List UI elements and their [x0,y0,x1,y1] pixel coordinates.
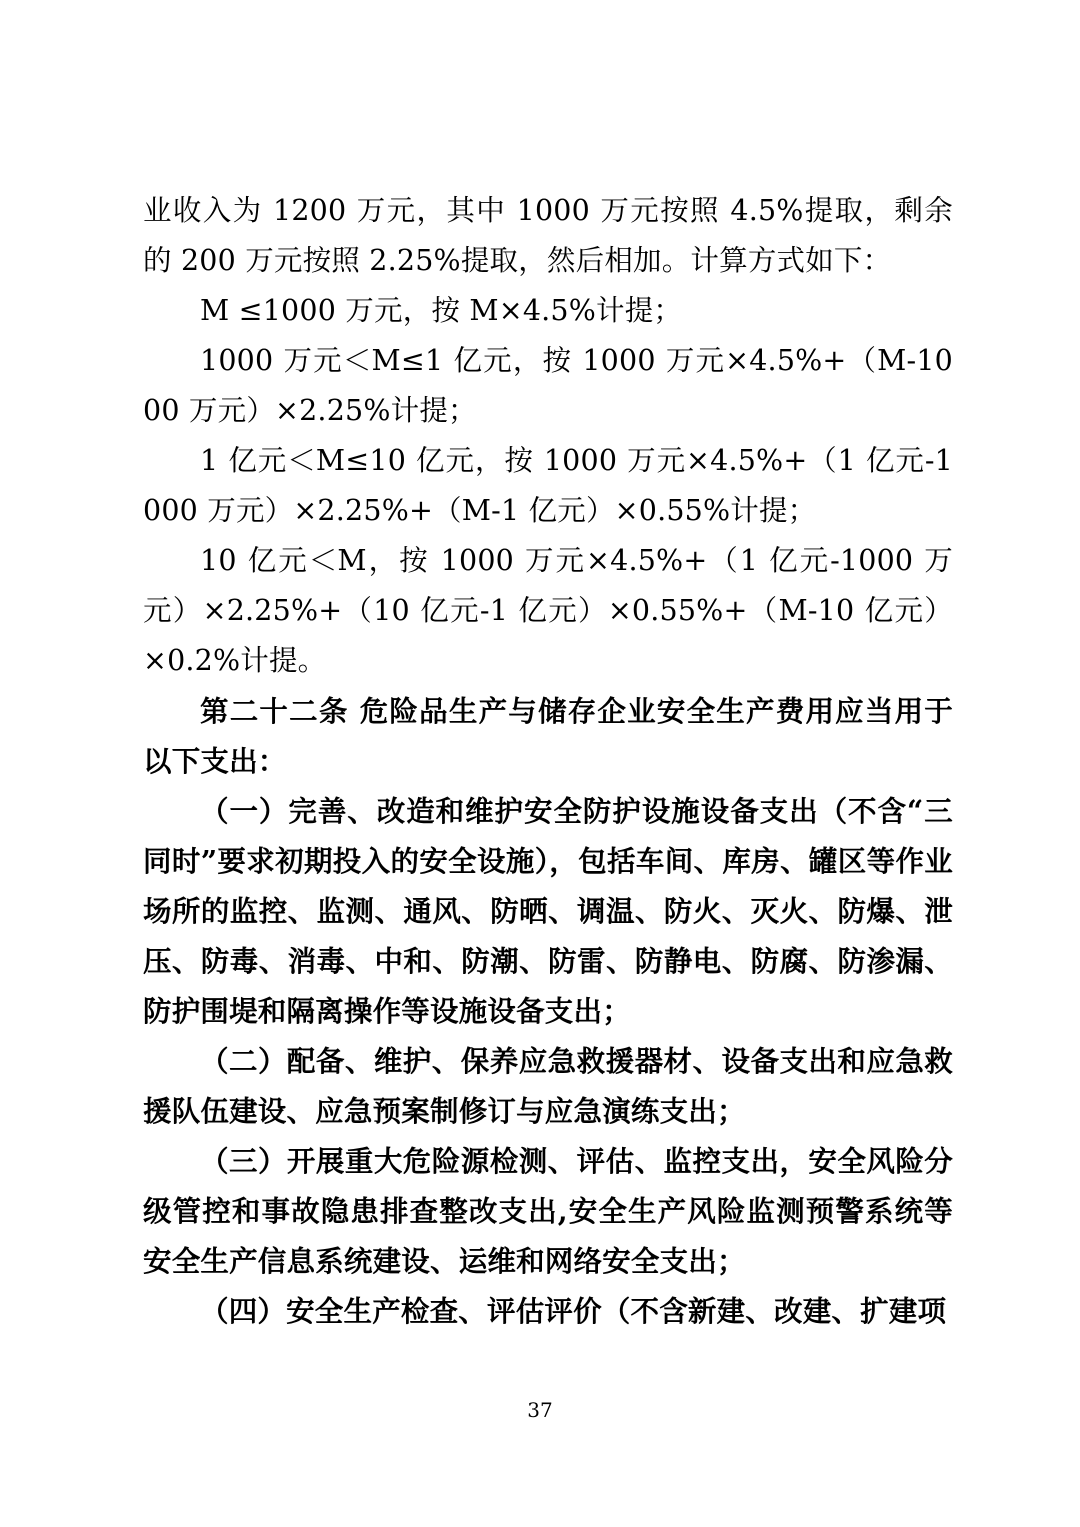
paragraph-item-4: （四）安全生产检查、评估评价（不含新建、改建、扩建项 [200,1294,947,1328]
paragraph-continuation: 业收入为 1200 万元，其中 1000 万元按照 4.5%提取，剩余的 200 万元按照 2.25%提取，然后相加。计算方式如下： [143,194,953,277]
paragraph-formula-4: 10 亿元＜M，按 1000 万元×4.5%+（1 亿元-1000 万元）×2.25%+（10 亿元-1 亿元）×0.55%+（M-10 亿元）×0.2%计提。 [143,544,953,677]
paragraph-item-1: （一）完善、改造和维护安全防护设施设备支出（不含“三同时”要求初期投入的安全设施），包括车间、库房、罐区等作业场所的监控、监测、通风、防晒、调温、防火、灭火、防爆、泄压、防毒、消毒、中和、防潮、防雷、防静电、防腐、防渗漏、防护围堤和隔离操作等设施设备支出； [143,794,953,1028]
paragraph-formula-3: 1 亿元＜M≤10 亿元，按 1000 万元×4.5%+（1 亿元-1000 万元）×2.25%+（M-1 亿元）×0.55%计提； [143,444,953,527]
page-body [143,186,953,1336]
paragraph-formula-2: 1000 万元＜M≤1 亿元，按 1000 万元×4.5%+（M-1000 万元）×2.25%计提； [143,344,953,427]
paragraph-item-2: （二）配备、维护、保养应急救援器材、设备支出和应急救援队伍建设、应急预案制修订与应急演练支出； [143,1044,953,1128]
page-number: 37 [527,1398,553,1422]
paragraph-formula-1: M ≤1000 万元，按 M×4.5%计提； [200,294,683,327]
paragraph-item-3: （三）开展重大危险源检测、评估、监控支出，安全风险分级管控和事故隐患排查整改支出,安全生产风险监测预警系统等安全生产信息系统建设、运维和网络安全支出； [143,1144,953,1278]
paragraph-article-22: 第二十二条 危险品生产与储存企业安全生产费用应当用于以下支出： [143,694,953,778]
